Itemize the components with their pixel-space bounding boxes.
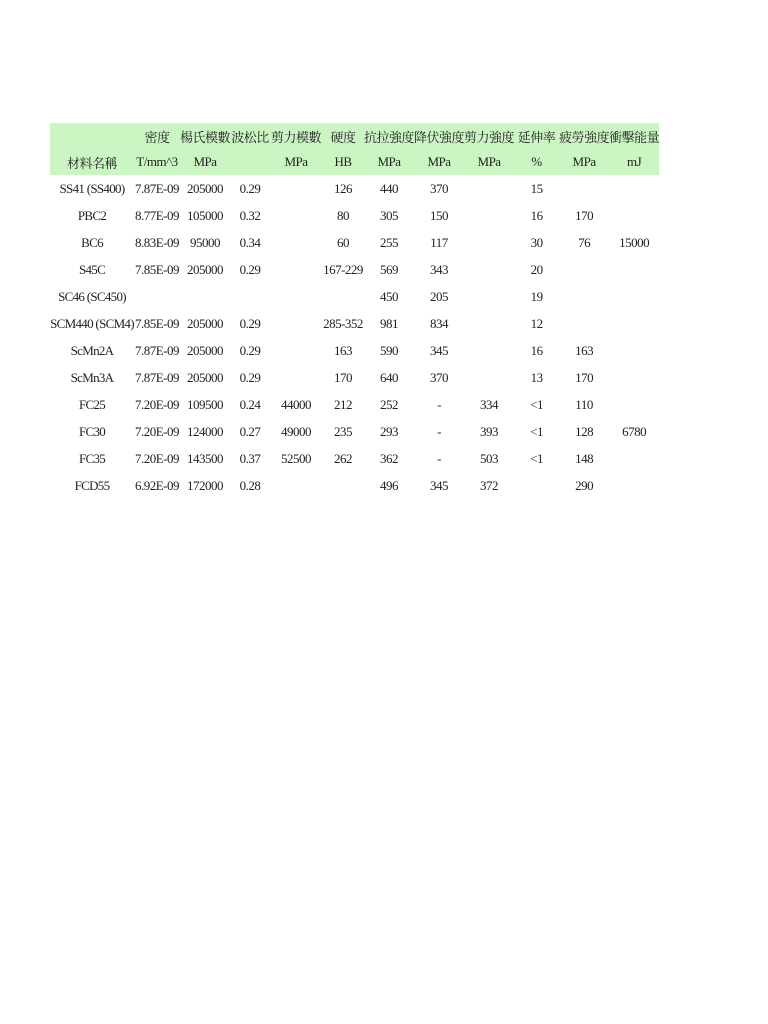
table-cell: 834 (430, 315, 449, 331)
table-cell: 7.85E-09 (134, 261, 180, 277)
table-cell: 7.87E-09 (134, 180, 180, 196)
table-cell: 170 (575, 369, 594, 385)
table-cell: 19 (530, 288, 543, 304)
table-cell: 334 (480, 396, 499, 412)
table-cell: 440 (380, 180, 399, 196)
header-cell: 剪力強度 (464, 129, 515, 145)
table-cell (270, 472, 322, 499)
table-cell: 7.85E-09 (134, 315, 180, 331)
header-cell: 衝擊能量 (609, 129, 660, 145)
table-cell (609, 337, 659, 364)
unit-cell (230, 149, 270, 175)
table-cell: 7.20E-09 (134, 396, 180, 412)
table-cell: 16 (530, 342, 543, 358)
table-cell: 126 (334, 180, 353, 196)
material-name-cell: BC6 (81, 234, 103, 250)
table-cell (270, 283, 322, 310)
table-cell (270, 202, 322, 229)
material-name-cell: ScMn2A (70, 342, 114, 358)
unit-cell: % (531, 154, 542, 169)
table-cell (270, 229, 322, 256)
table-cell: 128 (575, 423, 594, 439)
table-cell: 0.29 (239, 342, 261, 358)
table-cell: 7.20E-09 (134, 423, 180, 439)
table-cell (609, 472, 659, 499)
unit-cell: HB (334, 154, 352, 169)
table-cell: 49000 (281, 423, 312, 439)
table-cell: 109500 (187, 396, 223, 412)
unit-cell: mJ (627, 154, 642, 169)
unit-cell: 材料名稱 (66, 155, 117, 171)
header-row-units (50, 149, 659, 175)
table-cell: 981 (380, 315, 399, 331)
table-row (50, 202, 659, 229)
table-cell: 172000 (187, 477, 223, 493)
table-cell: - (437, 450, 441, 466)
table-cell: <1 (530, 396, 543, 412)
table-cell (134, 283, 180, 310)
table-cell: 343 (430, 261, 449, 277)
material-properties-sheet (50, 123, 659, 499)
table-cell (464, 202, 514, 229)
table-cell: 15 (530, 180, 543, 196)
table-row (50, 229, 659, 256)
table-cell (270, 310, 322, 337)
header-cell: 剪力模數 (271, 129, 322, 145)
material-name-cell: SCM440 (SCM4) (50, 315, 134, 331)
table-cell (464, 337, 514, 364)
table-cell (609, 391, 659, 418)
table-cell: - (437, 423, 441, 439)
table-row (50, 418, 659, 445)
table-cell: 235 (334, 423, 353, 439)
material-name-cell: SC46 (SC450) (58, 288, 126, 304)
table-cell: 252 (380, 396, 399, 412)
unit-cell: MPa (284, 154, 308, 169)
table-cell (270, 364, 322, 391)
table-cell: 170 (334, 369, 353, 385)
table-cell: 393 (480, 423, 499, 439)
table-cell: 345 (430, 342, 449, 358)
table-cell: 255 (380, 234, 399, 250)
material-name-cell: SS41 (SS400) (59, 180, 125, 196)
table-cell: <1 (530, 423, 543, 439)
table-cell: 60 (337, 234, 350, 250)
table-cell: 163 (334, 342, 353, 358)
table-cell (270, 337, 322, 364)
table-cell: 290 (575, 477, 594, 493)
table-cell: 8.77E-09 (134, 207, 180, 223)
table-cell: 450 (380, 288, 399, 304)
table-cell: 80 (337, 207, 350, 223)
header-cell: 疲勞強度 (559, 129, 610, 145)
table-row (50, 283, 659, 310)
table-cell (464, 283, 514, 310)
table-cell: 0.29 (239, 261, 261, 277)
table-cell: 167-229 (323, 261, 363, 277)
table-cell: 205000 (187, 342, 223, 358)
unit-cell: MPa (193, 154, 217, 169)
table-cell: 20 (530, 261, 543, 277)
table-cell (609, 283, 659, 310)
table-cell (464, 364, 514, 391)
table-cell: 150 (430, 207, 449, 223)
table-cell (322, 283, 364, 310)
table-cell: 170 (575, 207, 594, 223)
table-cell: 13 (530, 369, 543, 385)
table-cell: 372 (480, 477, 499, 493)
table-cell: 12 (530, 315, 543, 331)
table-cell: 0.29 (239, 369, 261, 385)
table-row (50, 175, 659, 202)
table-cell (609, 310, 659, 337)
table-cell (180, 283, 230, 310)
table-cell: 496 (380, 477, 399, 493)
table-cell (322, 472, 364, 499)
table-cell: 0.37 (239, 450, 261, 466)
table-cell: 293 (380, 423, 399, 439)
header-row-properties (50, 123, 659, 149)
table-cell: 52500 (281, 450, 312, 466)
unit-cell: T/mm^3 (136, 154, 178, 169)
table-cell: 7.87E-09 (134, 342, 180, 358)
table-cell (559, 256, 609, 283)
table-cell: 163 (575, 342, 594, 358)
table-cell: 15000 (619, 234, 650, 250)
table-cell: 0.34 (239, 234, 261, 250)
table-cell: 7.87E-09 (134, 369, 180, 385)
table-cell (464, 256, 514, 283)
table-cell: 370 (430, 369, 449, 385)
table-cell: 305 (380, 207, 399, 223)
table-cell: 640 (380, 369, 399, 385)
table-cell: 0.29 (239, 180, 261, 196)
unit-cell: MPa (477, 154, 501, 169)
table-cell: 0.29 (239, 315, 261, 331)
table-cell (559, 283, 609, 310)
table-row (50, 472, 659, 499)
table-cell: 105000 (187, 207, 223, 223)
table-cell: 503 (480, 450, 499, 466)
material-name-cell: FC25 (78, 396, 106, 412)
table-cell: 6780 (622, 423, 647, 439)
table-row (50, 391, 659, 418)
header-cell: 延伸率 (517, 129, 556, 145)
unit-cell: MPa (427, 154, 451, 169)
table-cell (609, 364, 659, 391)
table-cell: <1 (530, 450, 543, 466)
table-cell: 205000 (187, 180, 223, 196)
material-name-cell: PBC2 (77, 207, 107, 223)
table-cell: 95000 (190, 234, 220, 250)
material-name-cell: S45C (78, 261, 106, 277)
table-cell (464, 175, 514, 202)
table-cell: 370 (430, 180, 449, 196)
header-cell: 硬度 (330, 129, 356, 145)
table-cell: 44000 (281, 396, 312, 412)
table-cell: 148 (575, 450, 594, 466)
header-cell: 抗拉強度 (364, 129, 415, 145)
table-cell: 345 (430, 477, 449, 493)
table-cell: 285-352 (323, 315, 363, 331)
table-cell: 262 (334, 450, 353, 466)
table-cell (609, 175, 659, 202)
table-cell: 0.27 (239, 423, 261, 439)
table-cell: 6.92E-09 (134, 477, 180, 493)
table-cell (464, 229, 514, 256)
table-cell: 590 (380, 342, 399, 358)
unit-cell: MPa (377, 154, 401, 169)
table-cell: 205000 (187, 315, 223, 331)
material-name-cell: ScMn3A (70, 369, 114, 385)
table-cell: 205000 (187, 369, 223, 385)
table-cell (609, 256, 659, 283)
table-cell: 0.24 (239, 396, 261, 412)
table-cell (609, 445, 659, 472)
table-cell: 0.28 (239, 477, 261, 493)
table-row (50, 337, 659, 364)
material-name-cell: FCD55 (74, 477, 110, 493)
table-cell: 0.32 (239, 207, 261, 223)
table-cell (514, 472, 559, 499)
table-cell: 124000 (187, 423, 223, 439)
table-cell: 362 (380, 450, 399, 466)
table-cell: - (437, 396, 441, 412)
table-cell: 205 (430, 288, 449, 304)
header-cell: 波松比 (231, 129, 269, 145)
table-cell (559, 310, 609, 337)
table-row (50, 310, 659, 337)
table-row (50, 256, 659, 283)
table-cell: 569 (380, 261, 399, 277)
header-cell: 降伏強度 (414, 129, 465, 145)
material-name-cell: FC35 (78, 450, 106, 466)
table-cell: 7.20E-09 (134, 450, 180, 466)
table-cell (230, 283, 270, 310)
header-cell: 密度 (144, 129, 170, 145)
table-cell (559, 175, 609, 202)
table-cell: 30 (530, 234, 543, 250)
table-cell (270, 256, 322, 283)
table-cell (464, 310, 514, 337)
material-name-cell: FC30 (78, 423, 106, 439)
table-cell: 16 (530, 207, 543, 223)
table-cell: 205000 (187, 261, 223, 277)
table-cell: 8.83E-09 (134, 234, 180, 250)
table-cell: 212 (334, 396, 353, 412)
material-properties-table (50, 123, 659, 499)
header-cell (50, 123, 134, 149)
table-cell: 117 (430, 234, 448, 250)
unit-cell: MPa (572, 154, 596, 169)
table-cell: 76 (578, 234, 591, 250)
table-row (50, 445, 659, 472)
table-cell: 143500 (187, 450, 223, 466)
table-cell (609, 202, 659, 229)
table-cell (270, 175, 322, 202)
table-cell: 110 (575, 396, 593, 412)
header-cell: 楊氏模數 (180, 129, 231, 145)
table-row (50, 364, 659, 391)
material-rows (50, 175, 659, 499)
